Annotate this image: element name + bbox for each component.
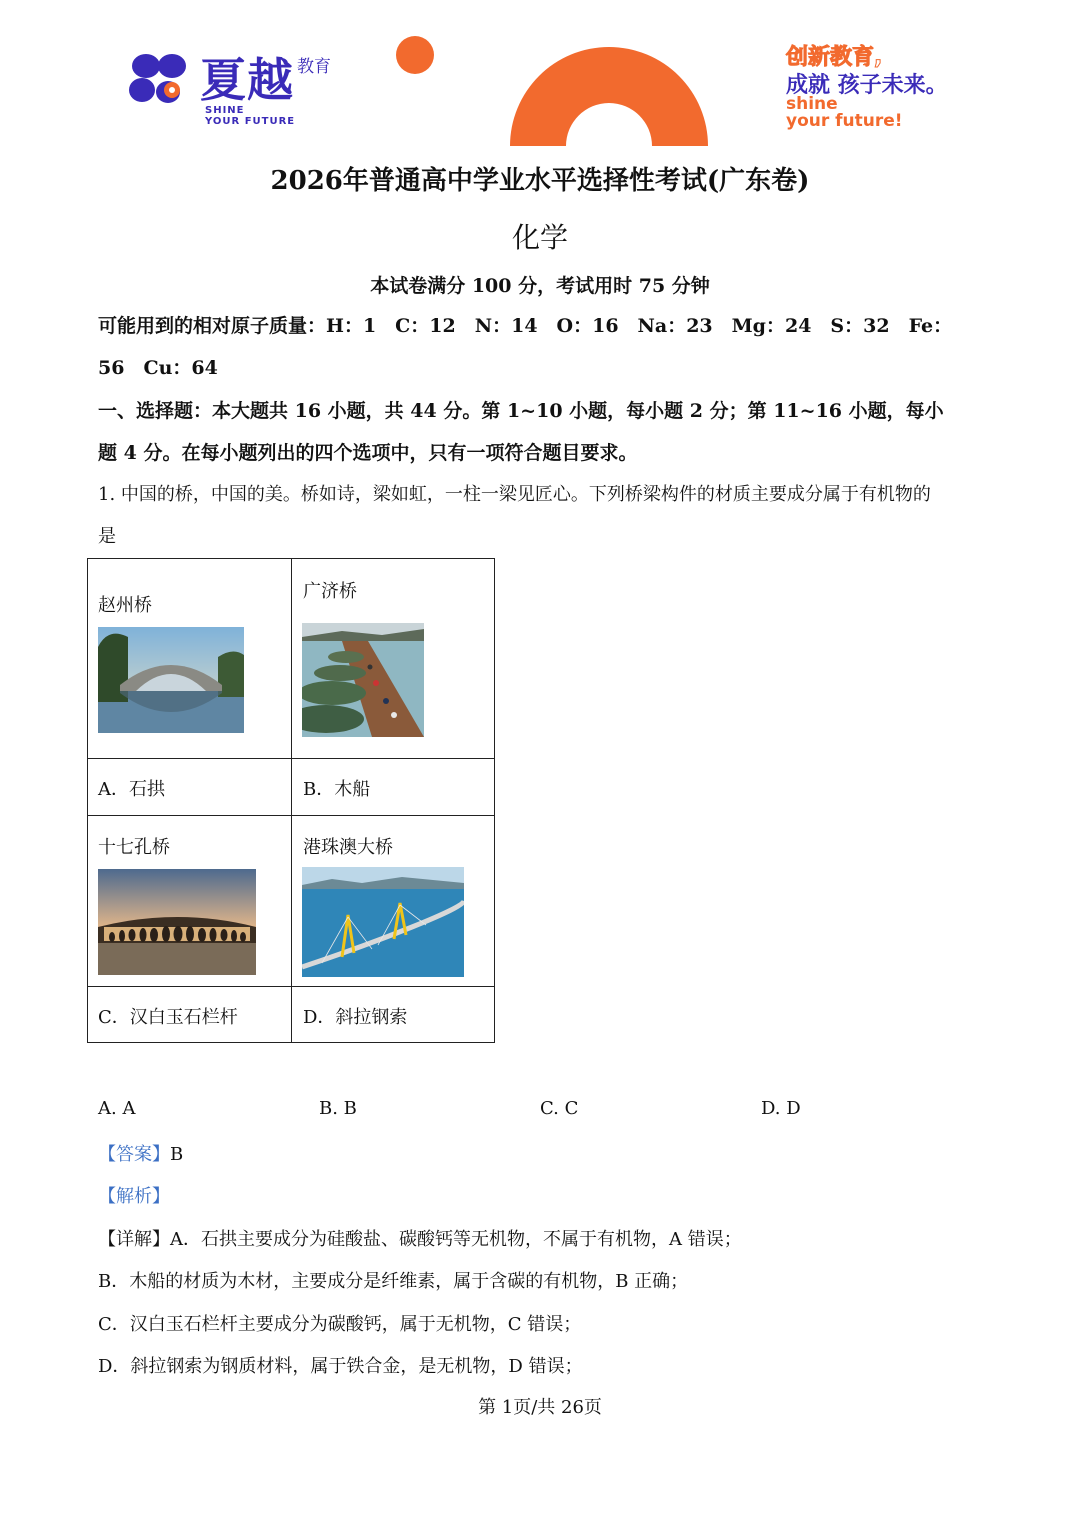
- section-instructions: [98, 390, 988, 474]
- decorative-dot: [396, 36, 434, 74]
- question-stem-line2: 是: [98, 526, 116, 547]
- section-line1: 一、选择题：本大题共 16 小题，共 44 分。第 1~10 小题，每小题 2 分；第 11~16 小题，每小: [98, 400, 944, 422]
- detail-a-text: A．石拱主要成分为硅酸盐、碳酸钙等无机物，不属于有机物，A 错误；: [170, 1229, 742, 1250]
- question-stem-line1: 1. 中国的桥，中国的美。桥如诗，梁如虹，一柱一梁见匠心。下列桥梁构件的材质主要成分属于有机物的: [98, 484, 931, 505]
- answer-value: B: [170, 1144, 184, 1165]
- slogan-line1: 创新教育,: [786, 45, 883, 70]
- bridge-name-seventeen-arch: 十七孔桥: [98, 837, 170, 858]
- table-divider: [88, 986, 494, 987]
- bridge-name-zhaozhou: 赵州桥: [98, 595, 152, 616]
- atomic-masses-line2: 56 Cu：64: [98, 357, 218, 379]
- detail-tag: 【详解】: [98, 1229, 170, 1250]
- option-c-label: C．汉白玉石栏杆: [98, 1007, 238, 1028]
- slogan-english: [786, 96, 903, 130]
- brand-english-line2: YOUR FUTURE: [205, 116, 296, 127]
- exam-title: 2026年普通高中学业水平选择性考试(广东卷): [270, 166, 810, 196]
- detail-d: D．斜拉钢索为钢质材料，属于铁合金，是无机物，D 错误；: [98, 1356, 583, 1377]
- analysis-tag: 【解析】: [98, 1186, 170, 1207]
- question-stem: [98, 474, 988, 558]
- bridge-name-guangji: 广济桥: [303, 581, 357, 602]
- guangji-bridge-photo: [302, 623, 424, 737]
- slogan-line4: your future!: [786, 111, 903, 131]
- brand-english: [205, 105, 295, 127]
- choice-a[interactable]: A. A: [98, 1098, 136, 1119]
- brand-english-line1: SHINE: [205, 105, 245, 116]
- slogan-line3: shine: [786, 94, 838, 114]
- brand-logo-icon: [128, 50, 188, 106]
- answer-tag: 【答案】: [98, 1144, 170, 1165]
- detail-a: [98, 1225, 742, 1251]
- bridge-name-hzmb: 港珠澳大桥: [303, 837, 393, 858]
- option-a-label: A．石拱: [98, 779, 165, 800]
- hzmb-bridge-photo: [302, 867, 464, 977]
- detail-c: C．汉白玉石栏杆主要成分为碳酸钙，属于无机物，C 错误；: [98, 1314, 582, 1335]
- options-table: [87, 558, 495, 1043]
- choice-b[interactable]: B. B: [319, 1098, 357, 1119]
- detail-b: B．木船的材质为木材，主要成分是纤维素，属于含碳的有机物，B 正确；: [98, 1271, 689, 1292]
- atomic-masses-line1: 可能用到的相对原子质量：H：1 C：12 N：14 O：16 Na：23 Mg：24 S：32 Fe：: [98, 315, 953, 337]
- page-number: 第 1页/共 26页: [478, 1397, 602, 1418]
- exam-note: 本试卷满分 100 分，考试用时 75 分钟: [370, 275, 710, 297]
- atomic-masses: [98, 305, 988, 389]
- decorative-arch: [510, 46, 708, 146]
- table-divider: [88, 815, 494, 816]
- choice-c[interactable]: C. C: [540, 1098, 579, 1119]
- zhaozhou-bridge-photo: [98, 627, 244, 733]
- section-line2: 题 4 分。在每小题列出的四个选项中，只有一项符合题目要求。: [98, 442, 638, 464]
- exam-subject: 化学: [511, 221, 568, 254]
- slogan-line2: 成就 孩子未来。: [786, 73, 948, 98]
- option-b-label: B．木船: [303, 779, 371, 800]
- choice-d[interactable]: D. D: [761, 1098, 801, 1119]
- brand-suffix: 教育: [297, 57, 331, 77]
- table-divider: [291, 559, 292, 1042]
- answer-line: [98, 1140, 183, 1166]
- seventeen-arch-bridge-photo: [98, 869, 256, 975]
- option-d-label: D．斜拉钢索: [303, 1007, 408, 1028]
- brand-name: 夏越: [200, 53, 294, 107]
- table-divider: [88, 758, 494, 759]
